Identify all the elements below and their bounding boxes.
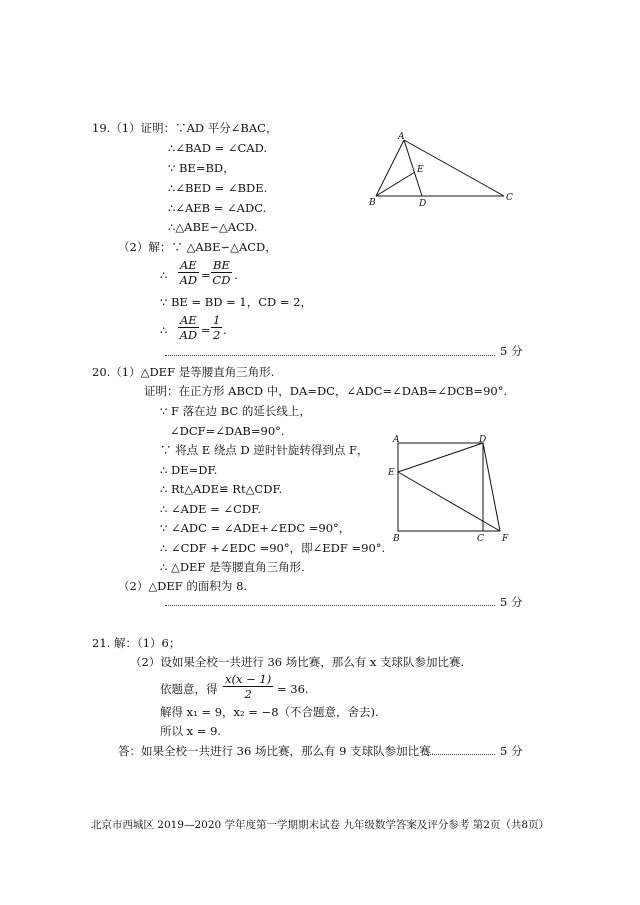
q21-line-2: （2）设如果全校一共进行 36 场比赛，那么有 x 支球队参加比赛.	[130, 655, 465, 669]
therefore-symbol: ∴	[160, 268, 168, 282]
q19-line-7: （2）解：∵ △ABE∽△ACD，	[118, 240, 277, 254]
fraction-numerator: AE	[180, 258, 197, 272]
equals-sign: =	[201, 323, 211, 337]
q19-line-4: ∴∠BED = ∠BDE.	[168, 181, 268, 195]
fraction-ae-ad-2	[178, 313, 199, 342]
fraction-one-half	[211, 313, 222, 342]
label-e: E	[417, 165, 424, 175]
q19-line-3: ∵ BE=BD，	[168, 161, 235, 175]
q19-line-5: ∴∠AEB = ∠ADC.	[168, 201, 267, 215]
fraction-x-x-minus-1-over-2	[223, 672, 273, 701]
q21-line-3a: 依题意，得	[160, 682, 218, 696]
q20-line-3: ∵ F 落在边 BC 的延长线上，	[160, 404, 311, 418]
q19-line-8: ∵ BE = BD = 1，CD = 2，	[160, 295, 312, 309]
q20-score: 5 分	[500, 595, 523, 609]
q20-line-2: 证明：在正方形 ABCD 中，DA=DC，∠ADC=∠DAB=∠DCB=90°.	[144, 384, 508, 398]
fraction-ae-ad	[178, 258, 199, 287]
q21-line-4: 解得 x₁ = 9，x₂ = −8（不合题意，舍去).	[160, 705, 379, 719]
label-f: F	[502, 534, 509, 544]
q19-triangle-figure	[360, 128, 525, 210]
q20-line-4: ∠DCF=∠DAB=90°.	[170, 424, 285, 438]
fraction-denominator: AD	[179, 328, 198, 342]
label-c: C	[506, 193, 513, 203]
label-d: D	[419, 199, 427, 209]
q19-line-6: ∴△ABE∽△ACD.	[168, 220, 258, 234]
score-dotted-leader	[165, 605, 495, 606]
score-dotted-leader	[425, 754, 495, 755]
page-footer: 北京市西城区 2019—2020 学年度第一学期期末试卷 九年级数学答案及评分参考 第2页（共8页）	[90, 819, 550, 831]
q21-line-6: 答：如果全校一共进行 36 场比赛，那么有 9 支球队参加比赛.	[118, 744, 435, 758]
label-a: A	[393, 435, 400, 445]
label-b: B	[369, 198, 376, 208]
fraction-numerator: x(x − 1)	[225, 672, 272, 686]
q21-line-5: 所以 x = 9.	[160, 724, 222, 738]
fraction-numerator: BE	[213, 258, 230, 272]
q20-line-7: ∴ Rt△ADE≌ Rt△CDF.	[160, 482, 283, 496]
label-e: E	[388, 468, 395, 478]
score-dotted-leader	[165, 355, 495, 356]
fraction-denominator: AD	[179, 273, 198, 287]
period: .	[223, 323, 227, 337]
fraction-denominator: CD	[212, 273, 231, 287]
q20-line-8: ∴ ∠ADE = ∠CDF.	[160, 502, 261, 516]
fraction-numerator: AE	[180, 313, 197, 327]
label-b: B	[393, 534, 400, 544]
q19-score: 5 分	[500, 344, 523, 358]
q20-line-10: ∴ ∠CDF +∠EDC =90°，即∠EDF =90°.	[160, 541, 386, 555]
q21-line-1: 21. 解：（1）6；	[92, 636, 181, 650]
q20-line-11: ∴ △DEF 是等腰直角三角形.	[160, 560, 305, 574]
q21-score: 5 分	[500, 744, 523, 758]
label-a: A	[398, 132, 405, 142]
q20-square-figure	[385, 432, 520, 544]
q20-line-12: （2）△DEF 的面积为 8.	[118, 579, 248, 593]
fraction-be-cd	[211, 258, 232, 287]
fraction-denominator: 2	[213, 328, 221, 342]
label-d: D	[479, 435, 487, 445]
q20-line-9: ∵ ∠ADC = ∠ADE+∠EDC =90°，	[160, 521, 351, 535]
fraction-numerator: 1	[213, 313, 221, 327]
q20-line-6: ∴ DE=DF.	[160, 463, 218, 477]
label-c: C	[477, 534, 484, 544]
equals-sign: =	[201, 268, 211, 282]
fraction-denominator: 2	[244, 687, 252, 701]
q19-line-1: 19.（1）证明：∵AD 平分∠BAC，	[92, 121, 278, 135]
q20-line-5: ∵ 将点 E 绕点 D 逆时针旋转得到点 F，	[160, 443, 369, 457]
therefore-symbol: ∴	[160, 323, 168, 337]
period: .	[234, 268, 238, 282]
q21-line-3b: = 36.	[277, 682, 309, 696]
q19-line-2: ∴∠BAD = ∠CAD.	[168, 141, 268, 155]
q20-line-1: 20.（1）△DEF 是等腰直角三角形.	[92, 365, 275, 379]
